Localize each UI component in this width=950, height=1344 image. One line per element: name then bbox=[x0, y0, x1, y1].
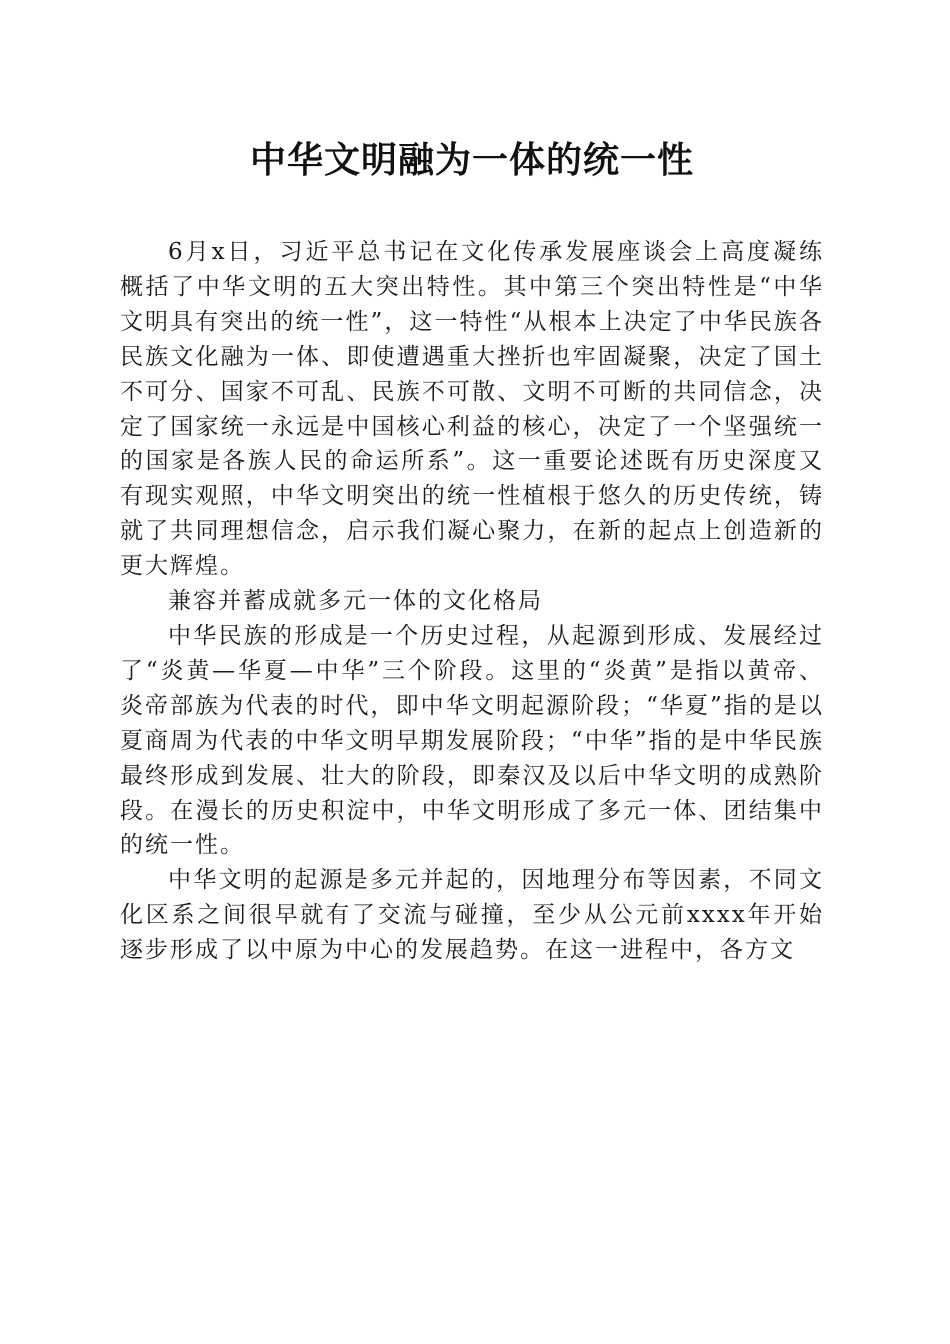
document-title: 中华文明融为一体的统一性 bbox=[249, 139, 694, 181]
paragraph-formation: 中华民族的形成是一个历史过程，从起源到形成、发展经过了“炎黄—华夏—中华”三个阶段。这里的“炎黄”是指以黄帝、炎帝部族为代表的时代，即中华文明起源阶段；“华夏”指的是以夏商周为代表的中华文明早期发展阶段；“中华”指的是中华民族最终形成到发展、壮大的阶段，即秦汉及以后中华文明的成熟阶段。在漫长的历史积淀中，中华文明形成了多元一体、团结集中的统一性。 bbox=[120, 622, 824, 859]
document-body bbox=[120, 235, 824, 968]
section-heading: 兼容并蓄成就多元一体的文化格局 bbox=[168, 588, 543, 615]
paragraph-intro: 6月x日，习近平总书记在文化传承发展座谈会上高度凝练概括了中华文明的五大突出特性。其中第三个突出特性是“中华文明具有突出的统一性”，这一特性“从根本上决定了中华民族各民族文化融为一体、即使遭遇重大挫折也牢固凝聚，决定了国土不可分、国家不可乱、民族不可散、文明不可断的共同信念，决定了国家统一永远是中国核心利益的核心，决定了一个坚强统一的国家是各族人民的命运所系”。这一重要论述既有历史深度又有现实观照，中华文明突出的统一性植根于悠久的历史传统，铸就了共同理想信念，启示我们凝心聚力，在新的起点上创造新的更大辉煌。 bbox=[120, 239, 824, 580]
paragraph-origin: 中华文明的起源是多元并起的，因地理分布等因素，不同文化区系之间很早就有了交流与碰撞，至少从公元前xxxx年开始逐步形成了以中原为中心的发展趋势。在这一进程中，各方文 bbox=[120, 867, 824, 964]
